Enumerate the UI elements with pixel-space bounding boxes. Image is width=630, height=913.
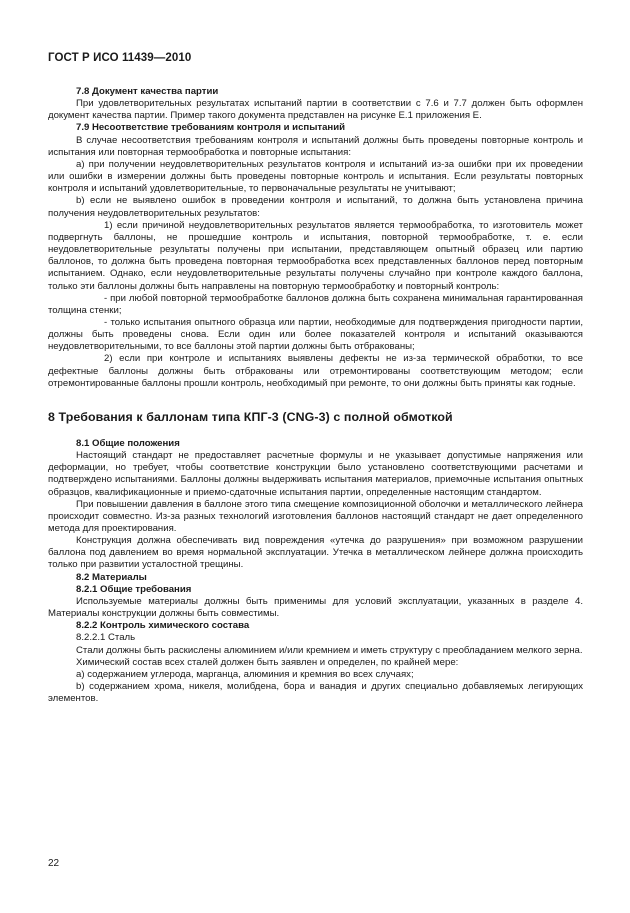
paragraph: Стали должны быть раскислены алюминием и/или кремнием и иметь структуру с преобладанием мелкого зерна. — [76, 644, 583, 656]
section-8-2-1-title: 8.2.1 Общие требования — [76, 583, 192, 595]
list-item-b: b) содержанием хрома, никеля, молибдена, бора и ванадия и других специально добавляемых легирующих элементов. — [48, 681, 583, 705]
list-item-b: b) если не выявлено ошибок в проведении контроля и испытаний, то должна быть установлена причина получения неудовлетворительных результатов: — [48, 195, 583, 219]
section-7-8-title: 7.8 Документ качества партии — [76, 86, 219, 97]
section-8-title: 8 Требования к баллонам типа КПГ-3 (CNG-3) с полной обмоткой — [48, 409, 453, 424]
dash-item: - только испытания опытного образца или партии, необходимые для подтверждения пригодности партии, должны быть проведены снова. Если один или более показателей контроля и испытаний оказываются неудовлетворительными, то все баллоны этой партии должны быть отбракованы; — [48, 316, 583, 353]
list-item-b1: 1) если причиной неудовлетворительных результатов является термообработка, то изготовитель может подвергнуть баллоны, не прошедшие контроль и испытания, повторной термообработке, т. е. если неудовлетворительные результаты получены при испытании, представляющем опытный образец или партию баллонов, то должна быть проведена повторная термообработка всех представленных баллонов перед повторным испытанием. Однако, если неудовлетворительные результаты получены случайно при контроле каждого баллона, только эти баллоны должны быть направлены на повторную термообработку и повторный контроль: — [48, 219, 583, 292]
section-8-2-title: 8.2 Материалы — [76, 571, 147, 583]
section-7-9-title: 7.9 Несоответствие требованиям контроля и испытаний — [76, 122, 346, 134]
paragraph: Используемые материалы должны быть применимы для условий эксплуатации, указанных в разделе 4. Материалы конструкции должны быть совместимы. — [48, 595, 583, 620]
list-item-b2: 2) если при контроле и испытаниях выявлены дефекты не из-за термической обработки, то все дефектные баллоны должны быть отбракованы или отремонтированы соответствующим методом; если отремонтированные баллоны прошли контроль, необходимый при ремонте, то они должны быть приняты как годные. — [48, 353, 583, 389]
list-item-a: а) содержанием углерода, марганца, алюминия и кремния во всех случаях; — [76, 668, 414, 680]
document-page — [48, 52, 583, 705]
section-8-2-2-title: 8.2.2 Контроль химического состава — [76, 620, 250, 632]
page-number: 22 — [48, 858, 60, 869]
running-header: ГОСТ Р ИСО 11439—2010 — [48, 52, 192, 64]
paragraph: Настоящий стандарт не предоставляет расчетные формулы и не указывает допустимые напряжения или деформации, но требует, чтобы соответствие конструкции было установлено соответствующими расчетами и подтверждено испытаниями. Баллоны должны выдерживать испытания материалов, приемочные испытания опытных образцов, квалификационные и приемо-сдаточные испытания партии, определенные настоящим стандартом. — [48, 450, 583, 498]
paragraph: В случае несоответствия требованиям контроля и испытаний должны быть проведены повторные контроль и испытания или повторная термообработка и повторные испытания: — [48, 134, 583, 158]
dash-item: - при любой повторной термообработке баллонов должна быть сохранена минимальная гарантированная толщина стенки; — [48, 292, 583, 316]
paragraph: Химический состав всех сталей должен быть заявлен и определен, по крайней мере: — [76, 656, 459, 668]
section-8-1-title: 8.1 Общие положения — [76, 437, 180, 449]
list-item-a: а) при получении неудовлетворительных результатов контроля и испытаний из-за ошибки при их проведении или ошибки в измерении должны быть проведены повторные контроль и испытания. Если результаты повторных контроля и испытаний удовлетворительные, то первоначальные результаты не учитывают; — [48, 158, 583, 195]
paragraph: При удовлетворительных результатах испытаний партии в соответствии с 7.6 и 7.7 должен быть оформлен документ качества партии. Пример такого документа представлен на рисунке Е.1 приложения Е. — [48, 98, 583, 122]
paragraph: При повышении давления в баллоне этого типа смещение композиционной оболочки и металлического лейнера происходит совместно. Из-за разных технологий изготовления баллонов настоящий стандарт не дает определенного метода для проектирования. — [48, 498, 583, 534]
paragraph: Конструкция должна обеспечивать вид повреждения «утечка до разрушения» при возможном разрушении баллона под давлением во время нормальной эксплуатации. Утечка в металлическом лейнере должна происходить только при развитии усталостной трещины. — [48, 535, 583, 571]
section-8-2-2-1-title: 8.2.2.1 Сталь — [76, 632, 136, 644]
